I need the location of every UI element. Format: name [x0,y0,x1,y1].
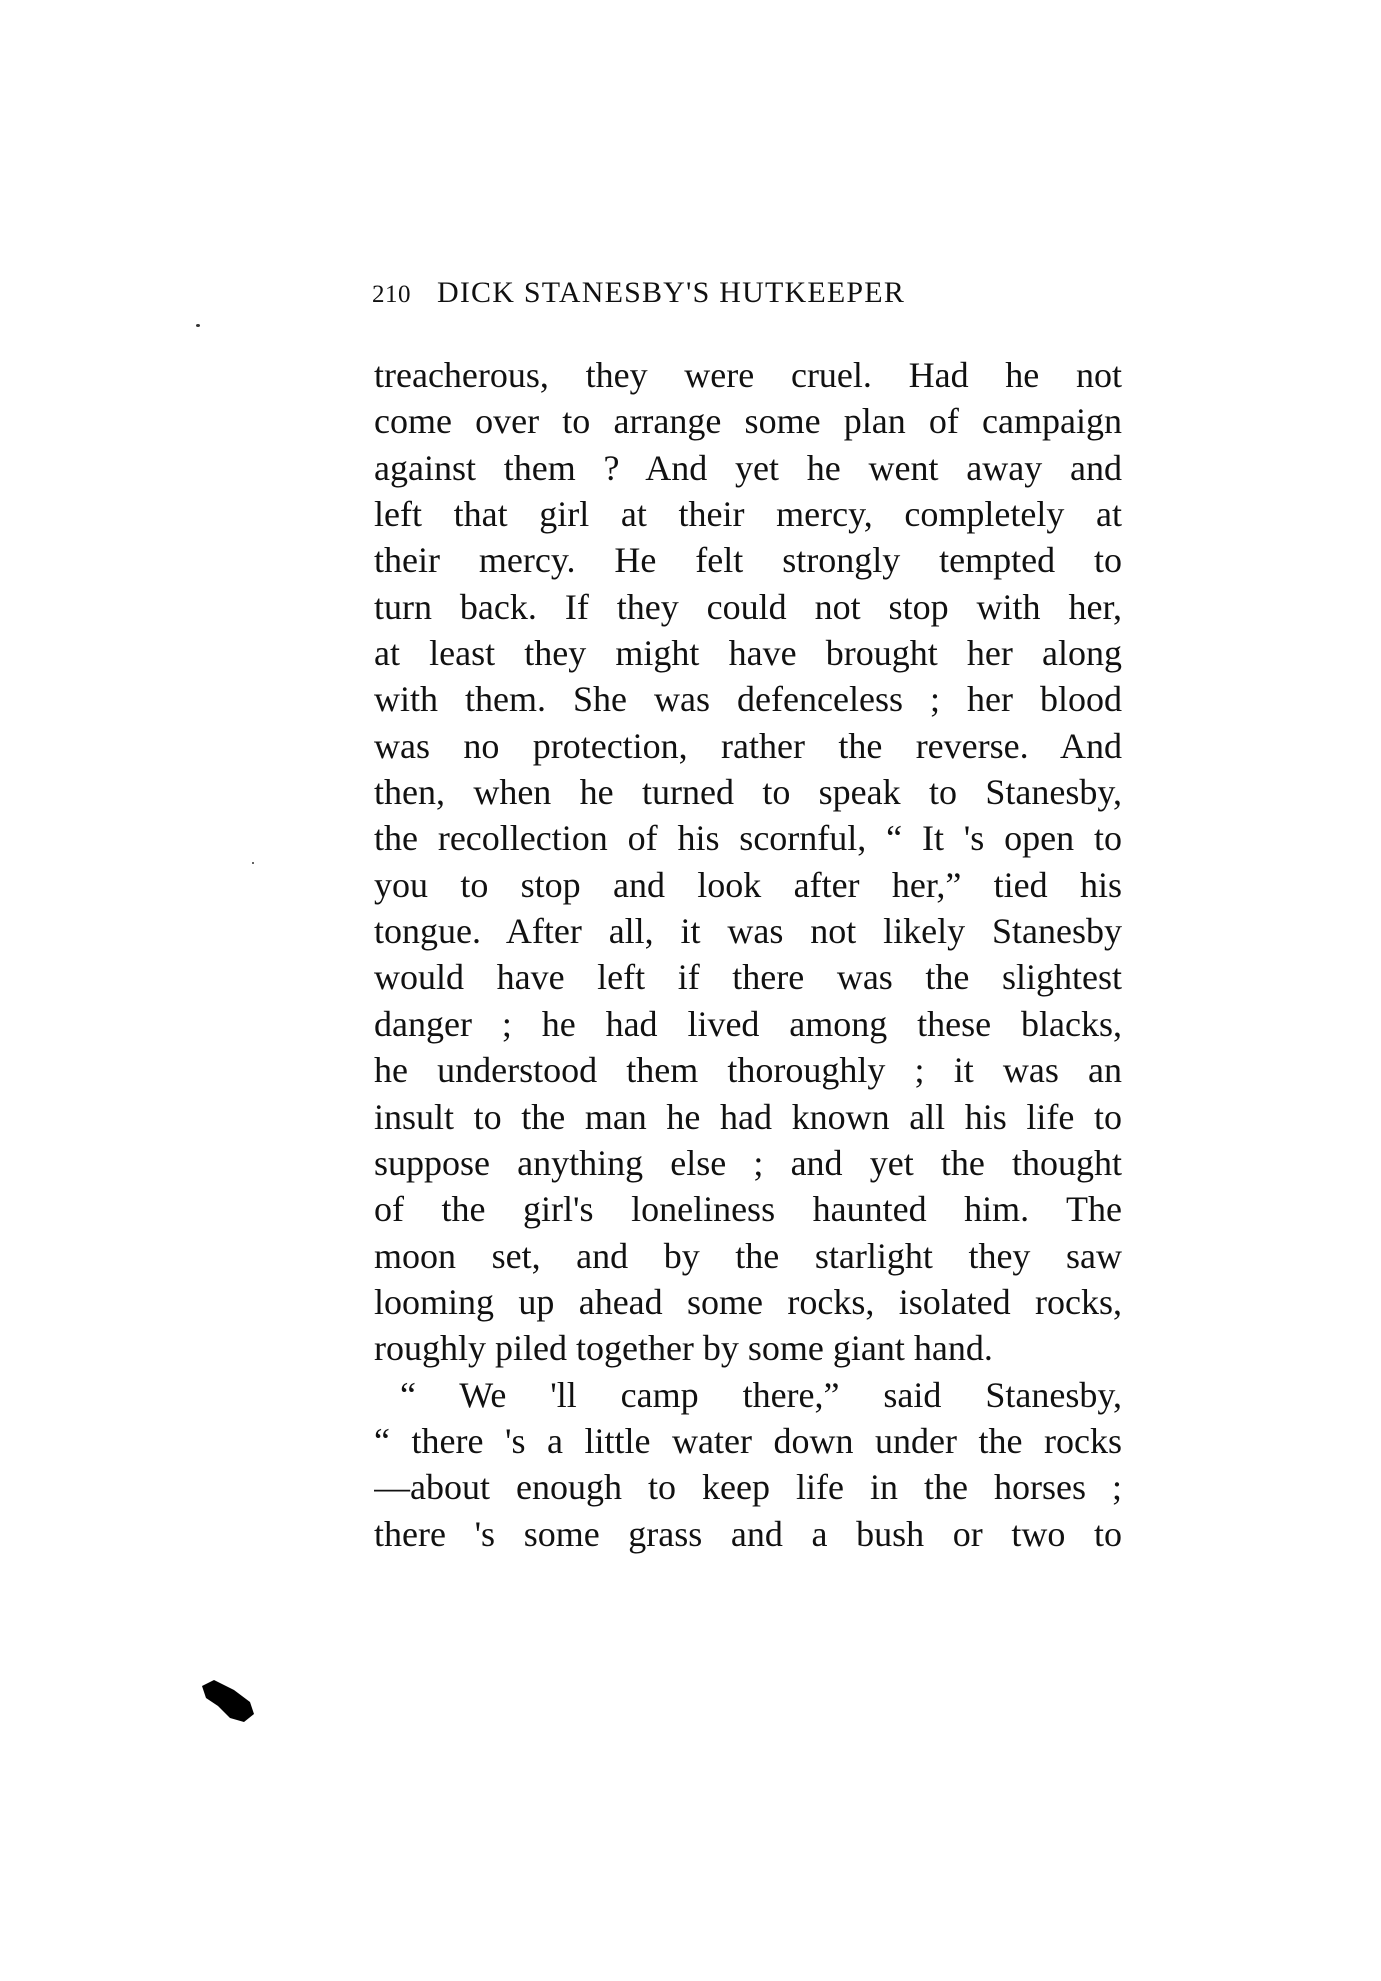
scan-speck [196,324,200,327]
text-line: treacherous, they were cruel. Had he not [374,355,1122,395]
text-line: roughly piled together by some giant hand. [374,1328,993,1369]
text-line: turn back. If they could not stop with her, [374,586,1122,627]
text-line: with them. She was defenceless ; her blood [374,679,1122,720]
text-line: suppose anything else ; and yet the thought [374,1142,1122,1183]
text-line: looming up ahead some rocks, isolated rocks, [374,1281,1122,1322]
running-head-title: DICK STANESBY'S HUTKEEPER [437,276,906,309]
text-line: insult to the man he had known all his life to [374,1096,1122,1137]
text-line: was no protection, rather the reverse. And [374,725,1122,766]
text-line: you to stop and look after her,” tied his [374,864,1122,905]
text-line: of the girl's loneliness haunted him. The [374,1189,1122,1230]
text-line: tongue. After all, it was not likely Stanesby [374,911,1122,952]
text-line: come over to arrange some plan of campaign [374,401,1122,442]
text-line: their mercy. He felt strongly tempted to [374,540,1122,581]
text-line: “ We 'll camp there,” said Stanesby, [400,1374,1122,1415]
text-line: the recollection of his scornful, “ It 's open to [374,818,1122,859]
text-line: then, when he turned to speak to Stanesby, [374,772,1122,813]
text-line: moon set, and by the starlight they saw [374,1235,1122,1276]
text-line: —about enough to keep life in the horses ; [374,1467,1122,1508]
scan-speck [252,862,254,864]
text-line: against them ? And yet he went away and [374,447,1122,488]
ink-blot [200,1680,256,1722]
text-line: there 's some grass and a bush or two to [374,1513,1122,1554]
text-line: would have left if there was the slightest [374,957,1122,998]
page-number: 210 [372,281,411,308]
running-head [372,276,1122,310]
text-line: left that girl at their mercy, completely at [374,494,1122,535]
text-line: at least they might have brought her along [374,633,1122,674]
text-line: he understood them thoroughly ; it was an [374,1050,1122,1091]
text-line: “ there 's a little water down under the rocks [374,1420,1122,1461]
body-text [374,352,1122,1557]
text-line: danger ; he had lived among these blacks, [374,1003,1122,1044]
